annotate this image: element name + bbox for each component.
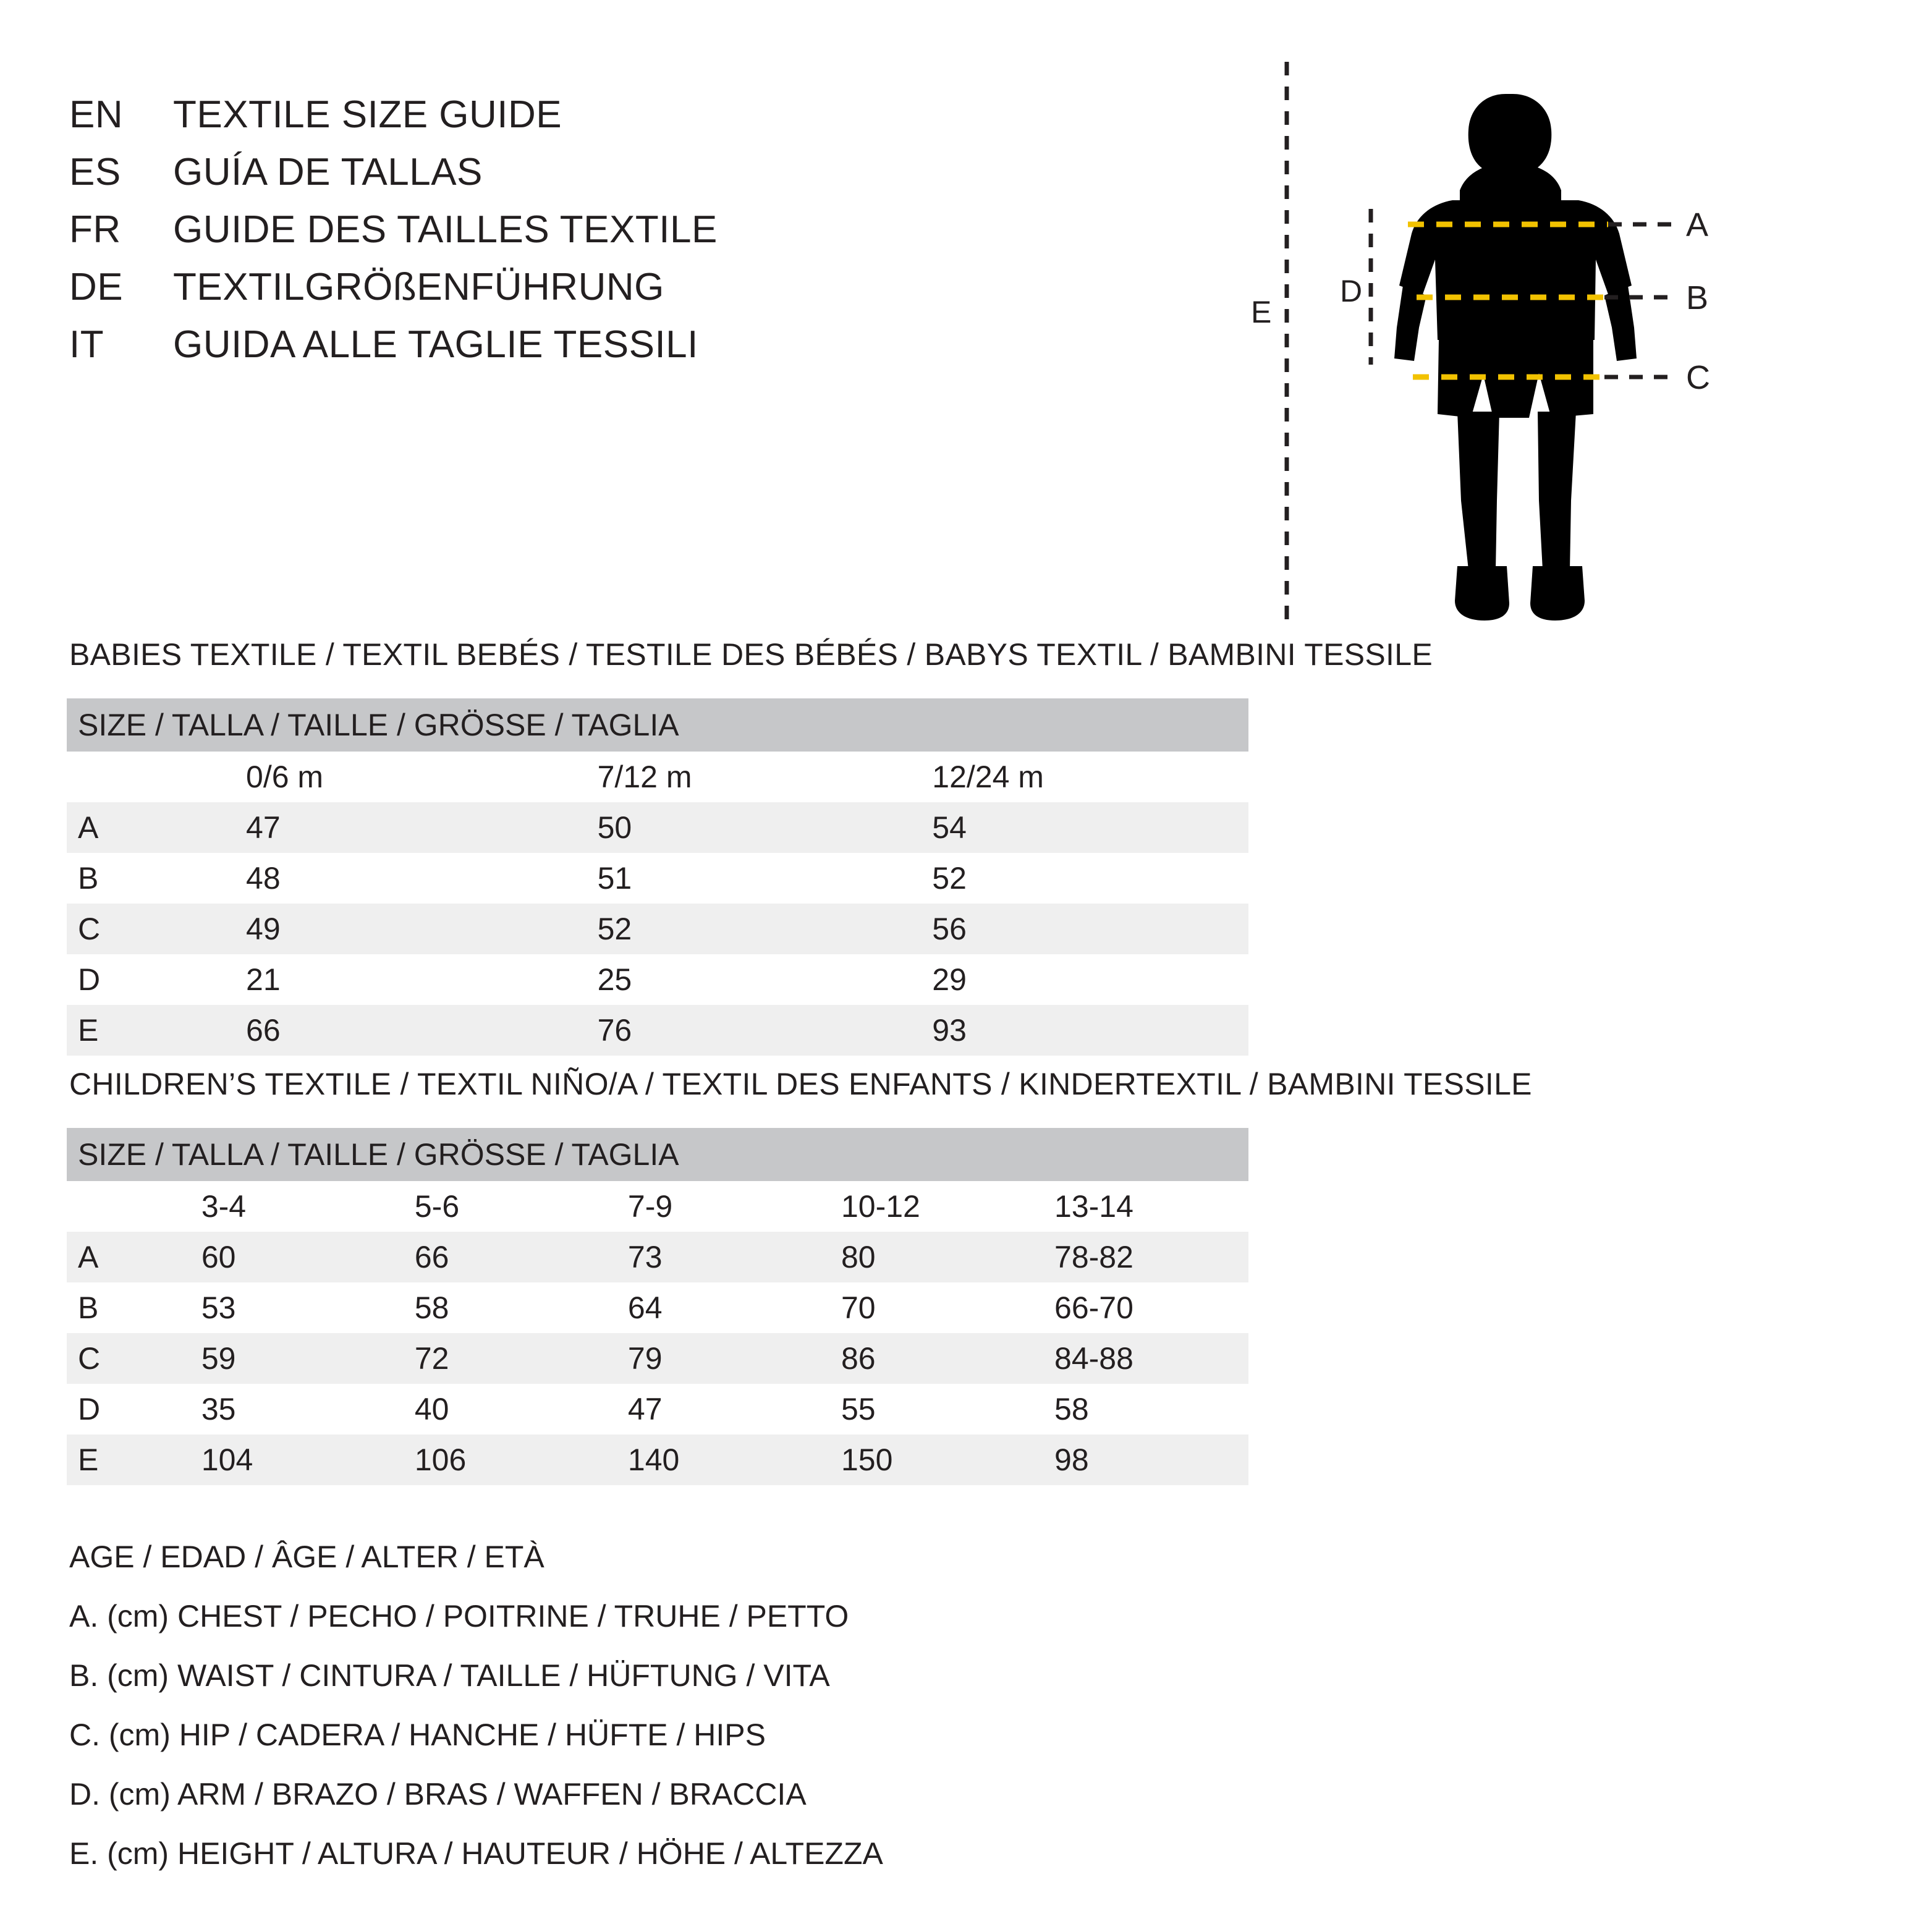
babies-d-2: 29 <box>913 954 1248 1005</box>
babies-a-0: 47 <box>192 802 579 853</box>
babies-row-label-a: A <box>67 802 192 853</box>
title-block <box>69 93 934 380</box>
title-text-fr: GUIDE DES TAILLES TEXTILE <box>173 208 718 251</box>
children-d-3: 55 <box>823 1384 1036 1434</box>
children-row-label-b: B <box>67 1282 147 1333</box>
babies-b-0: 48 <box>192 853 579 904</box>
children-b-0: 53 <box>147 1282 396 1333</box>
title-lang-es: ES <box>69 151 121 193</box>
babies-c-1: 52 <box>579 904 914 954</box>
babies-row-label-e: E <box>67 1005 192 1056</box>
measurement-figure <box>1251 68 1873 773</box>
babies-d-1: 25 <box>579 954 914 1005</box>
children-size-1: 5-6 <box>396 1181 609 1232</box>
figure-label-d: D <box>1340 274 1363 308</box>
title-row-fr <box>69 208 934 252</box>
children-size-band-label: SIZE / TALLA / TAILLE / GRÖSSE / TAGLIA <box>67 1128 1248 1181</box>
figure-label-c: C <box>1686 359 1710 396</box>
table-row <box>67 1282 1248 1333</box>
babies-b-1: 51 <box>579 853 914 904</box>
babies-c-2: 56 <box>913 904 1248 954</box>
children-b-3: 70 <box>823 1282 1036 1333</box>
babies-e-1: 76 <box>579 1005 914 1056</box>
children-size-3: 10-12 <box>823 1181 1036 1232</box>
babies-sizes-corner <box>67 752 192 802</box>
legend-line-arm: D. (cm) ARM / BRAZO / BRAS / WAFFEN / BRACCIA <box>69 1777 807 1811</box>
babies-size-1: 7/12 m <box>579 752 914 802</box>
table-row <box>67 1232 1248 1282</box>
children-b-2: 64 <box>609 1282 823 1333</box>
title-row-es <box>69 150 934 194</box>
children-e-3: 150 <box>823 1434 1036 1485</box>
children-c-0: 59 <box>147 1333 396 1384</box>
children-size-4: 13-14 <box>1036 1181 1248 1232</box>
title-text-it: GUIDA ALLE TAGLIE TESSILI <box>173 323 698 366</box>
babies-e-0: 66 <box>192 1005 579 1056</box>
babies-size-0: 0/6 m <box>192 752 579 802</box>
babies-row-label-c: C <box>67 904 192 954</box>
title-lang-it: IT <box>69 323 104 366</box>
children-d-0: 35 <box>147 1384 396 1434</box>
babies-a-2: 54 <box>913 802 1248 853</box>
children-d-2: 47 <box>609 1384 823 1434</box>
children-a-3: 80 <box>823 1232 1036 1282</box>
children-size-2: 7-9 <box>609 1181 823 1232</box>
babies-a-1: 50 <box>579 802 914 853</box>
children-a-2: 73 <box>609 1232 823 1282</box>
figure-label-e: E <box>1251 295 1272 329</box>
children-c-1: 72 <box>396 1333 609 1384</box>
table-row <box>67 1005 1248 1056</box>
babies-b-2: 52 <box>913 853 1248 904</box>
legend-line-chest: A. (cm) CHEST / PECHO / POITRINE / TRUHE / PETTO <box>69 1599 849 1633</box>
children-row-label-e: E <box>67 1434 147 1485</box>
title-row-it <box>69 323 934 366</box>
children-c-4: 84-88 <box>1036 1333 1248 1384</box>
children-section-heading: CHILDREN’S TEXTILE / TEXTIL NIÑO/A / TEXTIL DES ENFANTS / KINDERTEXTIL / BAMBINI TESSILE <box>69 1067 1532 1101</box>
table-row <box>67 1384 1248 1434</box>
title-row-en <box>69 93 934 137</box>
babies-c-0: 49 <box>192 904 579 954</box>
babies-row-label-d: D <box>67 954 192 1005</box>
children-a-1: 66 <box>396 1232 609 1282</box>
babies-sizes-row <box>67 752 1248 802</box>
title-row-de <box>69 265 934 309</box>
children-e-1: 106 <box>396 1434 609 1485</box>
children-d-1: 40 <box>396 1384 609 1434</box>
children-e-2: 140 <box>609 1434 823 1485</box>
babies-size-band-row <box>67 698 1248 752</box>
table-row <box>67 904 1248 954</box>
figure-label-b: B <box>1686 279 1709 316</box>
babies-size-2: 12/24 m <box>913 752 1248 802</box>
children-c-2: 79 <box>609 1333 823 1384</box>
children-c-3: 86 <box>823 1333 1036 1384</box>
children-a-0: 60 <box>147 1232 396 1282</box>
children-row-label-c: C <box>67 1333 147 1384</box>
children-a-4: 78-82 <box>1036 1232 1248 1282</box>
table-row <box>67 1434 1248 1485</box>
title-text-es: GUÍA DE TALLAS <box>173 151 483 193</box>
babies-size-table <box>67 698 1248 1056</box>
table-row <box>67 802 1248 853</box>
children-sizes-row <box>67 1181 1248 1232</box>
table-row <box>67 954 1248 1005</box>
children-e-0: 104 <box>147 1434 396 1485</box>
children-b-4: 66-70 <box>1036 1282 1248 1333</box>
children-row-label-a: A <box>67 1232 147 1282</box>
legend-line-height: E. (cm) HEIGHT / ALTURA / HAUTEUR / HÖHE / ALTEZZA <box>69 1836 883 1871</box>
children-d-4: 58 <box>1036 1384 1248 1434</box>
babies-d-0: 21 <box>192 954 579 1005</box>
children-b-1: 58 <box>396 1282 609 1333</box>
child-silhouette-icon <box>1394 94 1637 621</box>
title-lang-de: DE <box>69 266 124 308</box>
children-e-4: 98 <box>1036 1434 1248 1485</box>
babies-row-label-b: B <box>67 853 192 904</box>
babies-size-band-label: SIZE / TALLA / TAILLE / GRÖSSE / TAGLIA <box>67 698 1248 752</box>
title-text-en: TEXTILE SIZE GUIDE <box>173 93 562 136</box>
legend-line-waist: B. (cm) WAIST / CINTURA / TAILLE / HÜFTUNG / VITA <box>69 1658 830 1693</box>
babies-section-heading: BABIES TEXTILE / TEXTIL BEBÉS / TESTILE DES BÉBÉS / BABYS TEXTIL / BAMBINI TESSILE <box>69 637 1433 672</box>
legend-line-age: AGE / EDAD / ÂGE / ALTER / ETÀ <box>69 1540 544 1574</box>
babies-e-2: 93 <box>913 1005 1248 1056</box>
children-size-table <box>67 1128 1248 1485</box>
children-row-label-d: D <box>67 1384 147 1434</box>
legend-line-hip: C. (cm) HIP / CADERA / HANCHE / HÜFTE / HIPS <box>69 1718 766 1752</box>
children-sizes-corner <box>67 1181 147 1232</box>
title-lang-en: EN <box>69 93 124 136</box>
table-row <box>67 853 1248 904</box>
children-size-band-row <box>67 1128 1248 1181</box>
children-size-0: 3-4 <box>147 1181 396 1232</box>
table-row <box>67 1333 1248 1384</box>
figure-label-a: A <box>1686 206 1709 244</box>
title-lang-fr: FR <box>69 208 121 251</box>
legend-block <box>69 1539 1429 1895</box>
title-text-de: TEXTILGRÖßENFÜHRUNG <box>173 266 664 308</box>
